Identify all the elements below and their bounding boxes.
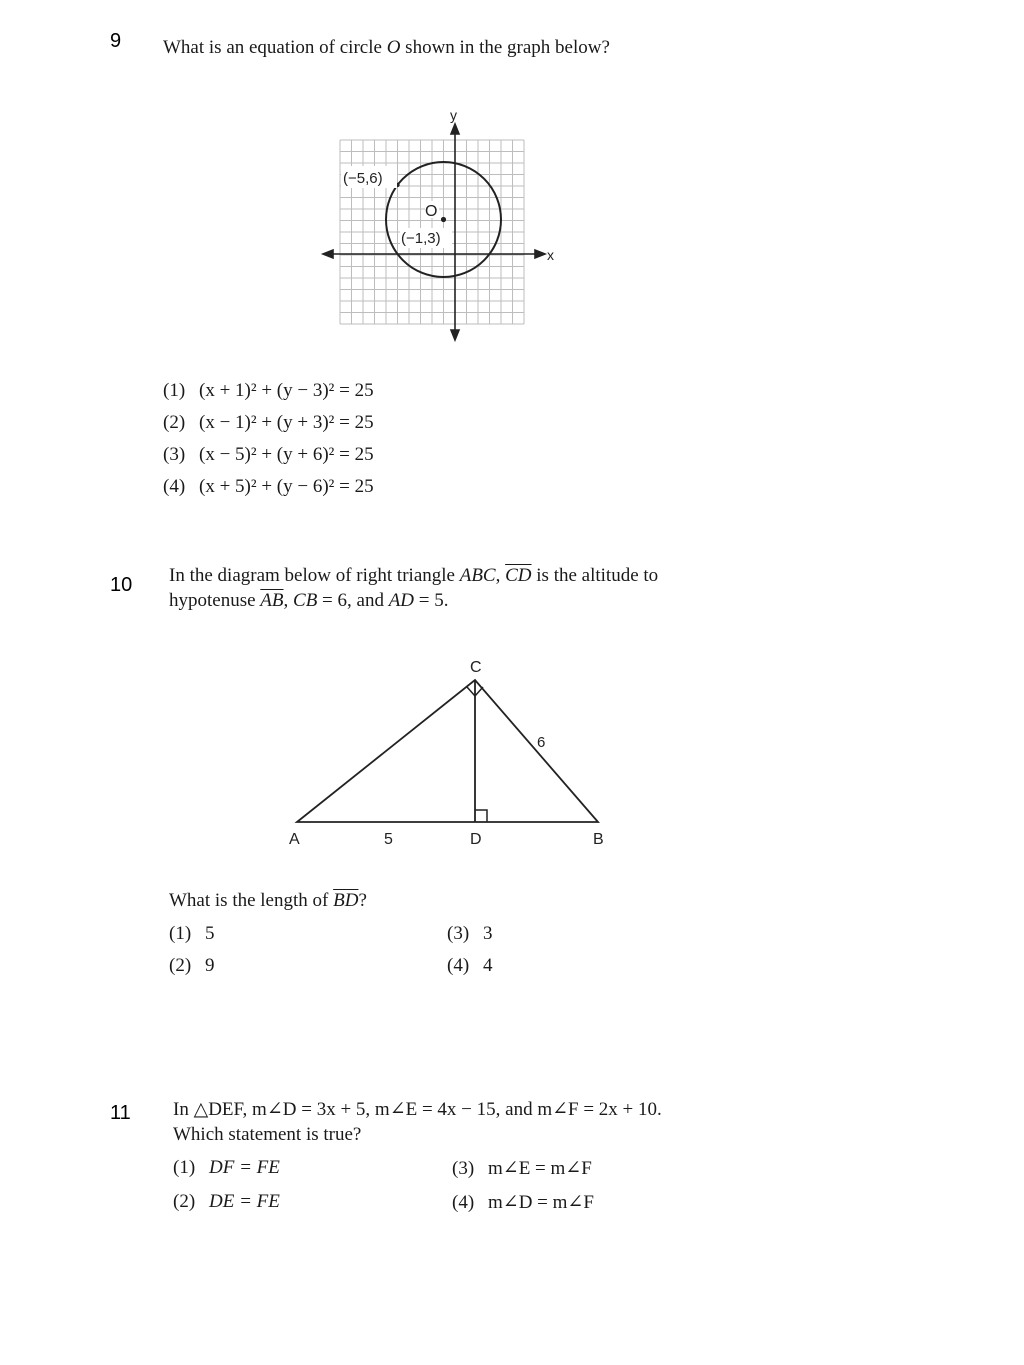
choice-number: (3) [447,923,470,944]
vertex-d-label: D [470,831,482,848]
choice-text: (x − 1)² + (y + 3)² = 25 [199,412,374,433]
prompt-text: = 6, and [317,590,389,611]
question-10-prompt [169,563,658,613]
prompt-variable: CB [293,590,318,611]
prompt-line-2 [169,588,658,613]
q10-choice-4[interactable] [447,955,493,977]
question-10-number: 10 [110,574,133,596]
circle-graph [315,100,565,350]
prompt-text: = 5. [414,590,449,611]
choice-number: (2) [169,955,192,976]
question-11-number: 11 [110,1102,131,1124]
q11-choice-3[interactable] [452,1157,592,1180]
q10-choice-1[interactable] [169,923,215,945]
choice-text: (x + 1)² + (y − 3)² = 25 [199,380,374,401]
choice-number: (3) [452,1158,475,1179]
prompt-text: What is the length of [169,890,334,911]
vertex-a-label: A [289,831,300,848]
choice-text: (x + 5)² + (y − 6)² = 25 [199,476,374,497]
prompt-text: , [283,590,294,611]
prompt-text: shown in the graph below? [400,37,610,58]
question-9-number: 9 [110,30,122,52]
q11-choice-1[interactable] [173,1157,280,1179]
choice-text: 5 [205,923,215,944]
choice-number: (2) [173,1191,196,1212]
triangle-abc [297,680,598,822]
prompt-variable: AD [388,590,415,611]
q11-choice-2[interactable] [173,1191,280,1213]
segment-bd: $\overline{BD}$ [333,890,359,911]
q11-choice-4[interactable] [452,1191,594,1214]
center-coordinates-label: (−1,3) [401,230,441,247]
prompt-variable: ABC [459,565,496,586]
choice-text: m∠D = m∠F [488,1192,594,1213]
prompt-text: ? [358,890,367,911]
y-axis-down-arrow [451,330,459,340]
length-cb-label: 6 [537,734,546,751]
q10-choice-2[interactable] [169,955,215,977]
choice-text: DF = FE [209,1157,280,1178]
segment-ab: $\overline{AB}$ [260,590,284,611]
choice-text: DE = FE [209,1191,280,1212]
triangle-diagram [280,650,620,855]
question-9-prompt [163,35,610,60]
choice-number: (1) [173,1157,196,1178]
x-axis-label: x [547,247,554,263]
q9-choice-3[interactable] [163,444,374,466]
y-axis-label: y [450,107,457,123]
prompt-variable: O [386,37,401,58]
choice-number: (4) [452,1192,475,1213]
segment-cd: $\overline{CD}$ [505,565,532,586]
prompt-line-1: In △DEF, m∠D = 3x + 5, m∠E = 4x − 15, and m∠F = 2x + 10. [173,1099,662,1120]
question-10-ask [169,888,367,913]
prompt-text: In the diagram below of right triangle [169,565,460,586]
prompt-text: What is an equation of circle [163,37,387,58]
choice-number: (3) [163,444,186,465]
prompt-line-1 [169,563,658,588]
vertex-c-label: C [470,659,482,676]
x-axis-left-arrow [323,250,333,258]
prompt-text: is the altitude to [531,565,659,586]
choice-text: 3 [483,923,493,944]
choice-text: m∠E = m∠F [488,1158,592,1179]
center-name-label: O [425,203,438,220]
question-11-prompt [173,1097,662,1147]
prompt-text: , [495,565,506,586]
choice-text: 9 [205,955,215,976]
choice-number: (1) [169,923,192,944]
x-axis-right-arrow [535,250,545,258]
prompt-text: hypotenuse [169,590,261,611]
choice-number: (4) [447,955,470,976]
q9-choice-4[interactable] [163,476,374,498]
q10-choice-3[interactable] [447,923,493,945]
choice-text: (x − 5)² + (y + 6)² = 25 [199,444,374,465]
choice-number: (4) [163,476,186,497]
q9-choice-1[interactable] [163,380,374,402]
point-label: (−5,6) [343,170,383,187]
center-point [441,217,446,222]
prompt-line-2: Which statement is true? [173,1124,362,1145]
choice-number: (1) [163,380,186,401]
right-angle-mark-d [475,810,487,822]
y-axis-up-arrow [451,124,459,134]
length-ad-label: 5 [384,831,393,848]
vertex-b-label: B [593,831,604,848]
choice-text: 4 [483,955,493,976]
choice-number: (2) [163,412,186,433]
q9-choice-2[interactable] [163,412,374,434]
